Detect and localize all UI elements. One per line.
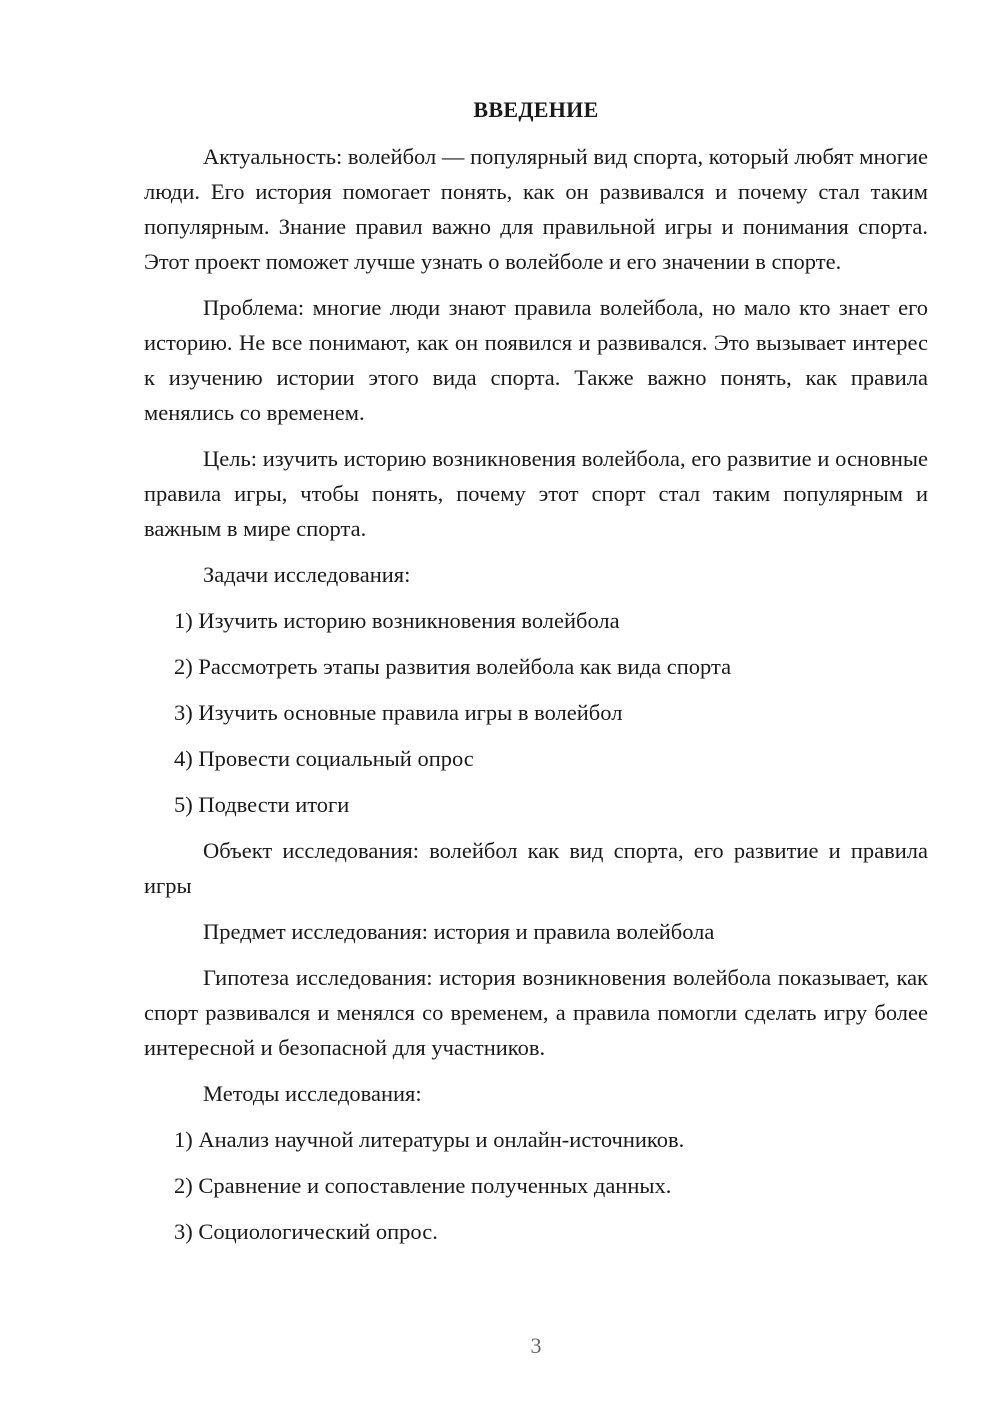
task-item: 4) Провести социальный опрос [174, 746, 474, 771]
task-item: 3) Изучить основные правила игры в волейбол [174, 700, 623, 725]
subject-paragraph: Предмет исследования: история и правила волейбола [203, 919, 715, 944]
method-item: 1) Анализ научной литературы и онлайн-источников. [174, 1127, 685, 1152]
task-item: 5) Подвести итоги [174, 792, 350, 817]
relevance-paragraph: Актуальность: волейбол — популярный вид спорта, который любят многие люди. Его история помогает понять, как он развивался и почему стал таким популярным. Знание правил важно для правильной игры и понимания спорта. Этот проект поможет лучше узнать о волейболе и его значении в спорте. [144, 144, 928, 274]
task-item: 2) Рассмотреть этапы развития волейбола как вида спорта [174, 654, 732, 679]
problem-paragraph: Проблема: многие люди знают правила волейбола, но мало кто знает его историю. Не все понимают, как он появился и развивался. Это вызывает интерес к изучению истории этого вида спорта. Также важно понять, как правила менялись со временем. [144, 295, 928, 425]
document-page [144, 92, 928, 1260]
tasks-heading: Задачи исследования: [203, 562, 411, 587]
object-paragraph: Объект исследования: волейбол как вид спорта, его развитие и правила игры [144, 838, 928, 898]
page-number: 3 [530, 1333, 542, 1358]
method-item: 3) Социологический опрос. [174, 1219, 438, 1244]
method-item: 2) Сравнение и сопоставление полученных данных. [174, 1173, 672, 1198]
methods-heading: Методы исследования: [203, 1081, 422, 1106]
hypothesis-paragraph: Гипотеза исследования: история возникновения волейбола показывает, как спорт развивался и менялся со временем, а правила помогли сделать игру более интересной и безопасной для участников. [144, 965, 928, 1060]
task-item: 1) Изучить историю возникновения волейбола [174, 608, 620, 633]
section-title: ВВЕДЕНИЕ [473, 97, 599, 122]
goal-paragraph: Цель: изучить историю возникновения волейбола, его развитие и основные правила игры, чтобы понять, почему этот спорт стал таким популярным и важным в мире спорта. [144, 446, 928, 541]
